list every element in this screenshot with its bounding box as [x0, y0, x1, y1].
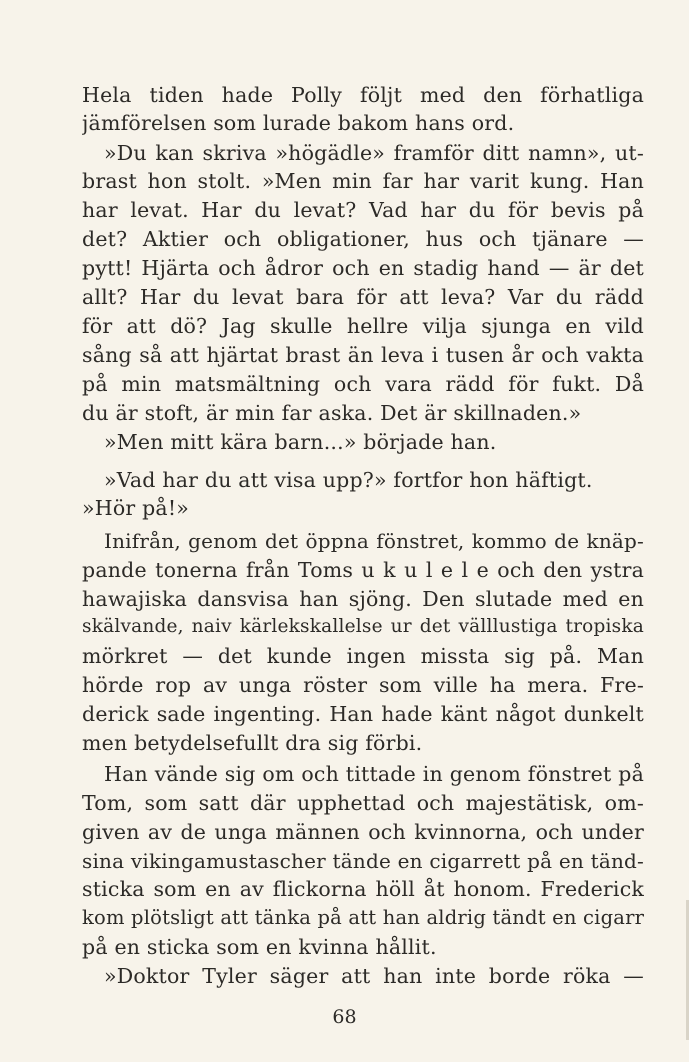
text-line: hörde rop av unga röster som ville ha mera. Fre-	[82, 673, 644, 697]
text-line: skälvande, naiv kärlekskallelse ur det välllustiga tropiska	[82, 616, 644, 637]
text-line: mörkret — det kunde ingen missta sig på. Man	[82, 644, 644, 668]
text-line: brast hon stolt. »Men min far har varit kung. Han	[82, 169, 644, 193]
text-line: »Du kan skriva »högädle» framför ditt namn», ut-	[104, 141, 644, 165]
text-line: Hela tiden hade Polly följt med den förhatliga	[82, 83, 644, 107]
text-line: pande tonerna från Toms u k u l e l e och den ystra	[82, 558, 644, 582]
text-line: sång så att hjärtat brast än leva i tusen år och vakta	[82, 343, 644, 367]
text-line: kom plötsligt att tänka på att han aldrig tändt en cigarr	[82, 906, 644, 929]
text-line: »Hör på!»	[82, 496, 190, 520]
text-line: för att dö? Jag skulle hellre vilja sjunga en vild	[82, 314, 644, 338]
text-line: »Men mitt kära barn...» började han.	[104, 430, 497, 454]
text-line: »Doktor Tyler säger att han inte borde röka —	[104, 964, 644, 988]
text-line: det? Aktier och obligationer, hus och tjänare —	[82, 227, 644, 251]
text-line: Tom, som satt där upphettad och majestätisk, om-	[82, 791, 644, 815]
text-line: »Vad har du att visa upp?» fortfor hon häftigt.	[104, 468, 593, 492]
page-number: 68	[332, 1006, 357, 1028]
text-line: på min matsmältning och vara rädd för fukt. Då	[82, 372, 644, 396]
text-line: hawajiska dansvisa han sjöng. Den slutade med en	[82, 587, 644, 611]
text-line: given av de unga männen och kvinnorna, och under	[82, 820, 644, 844]
text-line: har levat. Har du levat? Vad har du för bevis på	[82, 198, 644, 222]
text-line: jämförelsen som lurade bakom hans ord.	[82, 111, 515, 135]
text-line: sticka som en av flickorna höll åt honom. Frederick	[82, 877, 644, 901]
text-line: du är stoft, är min far aska. Det är skillnaden.»	[82, 401, 582, 425]
text-line: allt? Har du levat bara för att leva? Var du rädd	[82, 285, 644, 309]
text-line: Han vände sig om och tittade in genom fönstret på	[104, 762, 644, 786]
text-line: derick sade ingenting. Han hade känt något dunkelt	[82, 702, 644, 726]
text-line: men betydelsefullt dra sig förbi.	[82, 731, 423, 755]
text-line: sina vikingamustascher tände en cigarrett på en tänd-	[82, 849, 644, 873]
text-line: Inifrån, genom det öppna fönstret, kommo de knäp-	[104, 529, 644, 553]
text-line: pytt! Hjärta och ådror och en stadig hand — är det	[82, 256, 644, 280]
text-line: på en sticka som en kvinna hållit.	[82, 935, 437, 959]
